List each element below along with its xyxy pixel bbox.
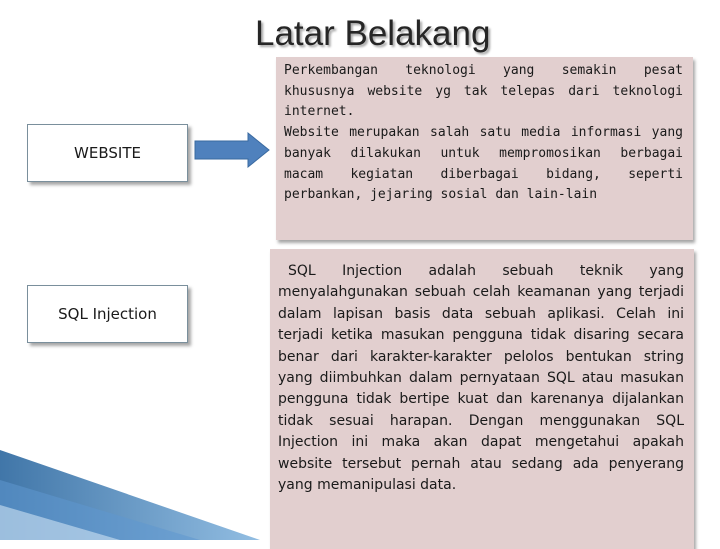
description-paragraph-2: Website merupakan salah satu media informasi yang banyak dilakukan untuk mempromosikan berbagai macam kegiatan diberbagai bidang, seperti perbankan, jejaring sosial dan lain-lain (284, 125, 683, 203)
sql-injection-label-box (27, 285, 188, 343)
sql-description-paragraph: SQL Injection adalah sebuah teknik yang menyalahgunakan sebuah celah keamanan yang terjadi dalam lapisan basis data sebuah aplikasi. Celah ini terjadi ketika masukan pengguna tidak disaring secara benar dari karakter-karakter pelolos bentukan string yang diimbuhkan dalam pernyataan SQL atau masukan pengguna tidak bertipe kuat dan karenanya dijalankan tidak sesuai harapan. Dengan menggunakan SQL Injection ini maka akan dapat mengetahui apakah website tersebut pernah atau sedang ada penyerang yang memanipulasi data. (278, 263, 684, 494)
sql-injection-description-box (270, 249, 694, 549)
sql-injection-label: SQL Injection (58, 305, 157, 323)
slide-title: Latar Belakang (255, 14, 491, 53)
description-paragraph-1: Perkembangan teknologi yang semakin pesat khususnya website yg tak telepas dari teknologi internet. (284, 63, 683, 120)
website-description-box (276, 57, 693, 240)
website-label: WEBSITE (74, 144, 141, 162)
corner-decoration (0, 450, 260, 540)
right-arrow-icon (193, 131, 271, 169)
website-label-box (27, 124, 188, 182)
